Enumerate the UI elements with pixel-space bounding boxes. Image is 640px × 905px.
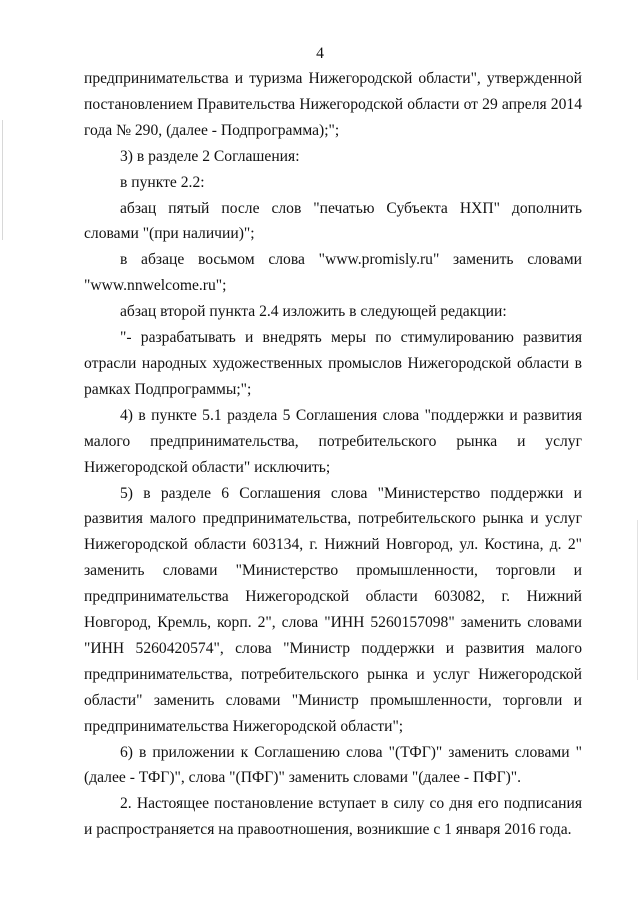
paragraph-5: в абзаце восьмом слова "www.promisly.ru" заменить словами "www.nnwelcome.ru"; [84, 251, 582, 295]
page-number: 4 [316, 45, 324, 62]
paragraph-4: абзац пятый после слов "печатью Субъекта НХП" дополнить словами "(при наличии)"; [84, 199, 582, 243]
paragraph-3: в пункте 2.2: [120, 173, 205, 191]
paragraph-10: 6) в приложении к Соглашению слова "(ТФГ)" заменить словами "(далее - ТФГ)", слова "(ПФГ)" заменить словами "(далее - ПФГ)". [84, 743, 582, 787]
paragraph-9: 5) в разделе 6 Соглашения слова "Министерство поддержки и развития малого предпринимательства, потребительского рынка и услуг Нижегородской области 603134, г. Нижний Новгород, ул. Костина, д. 2" заменить словами "Министерство промышленности, торговли и предпринимательства Нижегородской области 603082, г. Нижний Новгород, Кремль, корп. 2", слова "ИНН 5260157098" заменить словами "ИНН 5260420574", слова "Министр поддержки и развития малого предпринимательства, потребительского рынка и услуг Нижегородской области" заменить словами "Министр промышленности, торговли и предпринимательства Нижегородской области"; [84, 484, 582, 735]
scan-edge-left [2, 120, 3, 240]
paragraph-8: 4) в пункте 5.1 раздела 5 Соглашения слова "поддержки и развития малого предпринимательства, потребительского рынка и услуг Нижегородской области" исключить; [84, 406, 582, 476]
scan-edge-right [637, 520, 638, 680]
paragraph-7: "- разрабатывать и внедрять меры по стимулированию развития отрасли народных художественных промыслов Нижегородской области в рамках Подпрограммы;"; [84, 329, 582, 398]
paragraph-2: 3) в разделе 2 Соглашения: [120, 147, 300, 165]
paragraph-6: абзац второй пункта 2.4 изложить в следующей редакции: [120, 303, 507, 321]
document-body [84, 66, 582, 843]
paragraph-1: предпринимательства и туризма Нижегородской области", утвержденной постановлением Правительства Нижегородской области от 29 апреля 2014 года № 290, (далее - Подпрограмма);"; [84, 70, 582, 139]
paragraph-11: 2. Настоящее постановление вступает в силу со дня его подписания и распространяется на правоотношения, возникшие с 1 января 2016 года. [84, 795, 582, 839]
